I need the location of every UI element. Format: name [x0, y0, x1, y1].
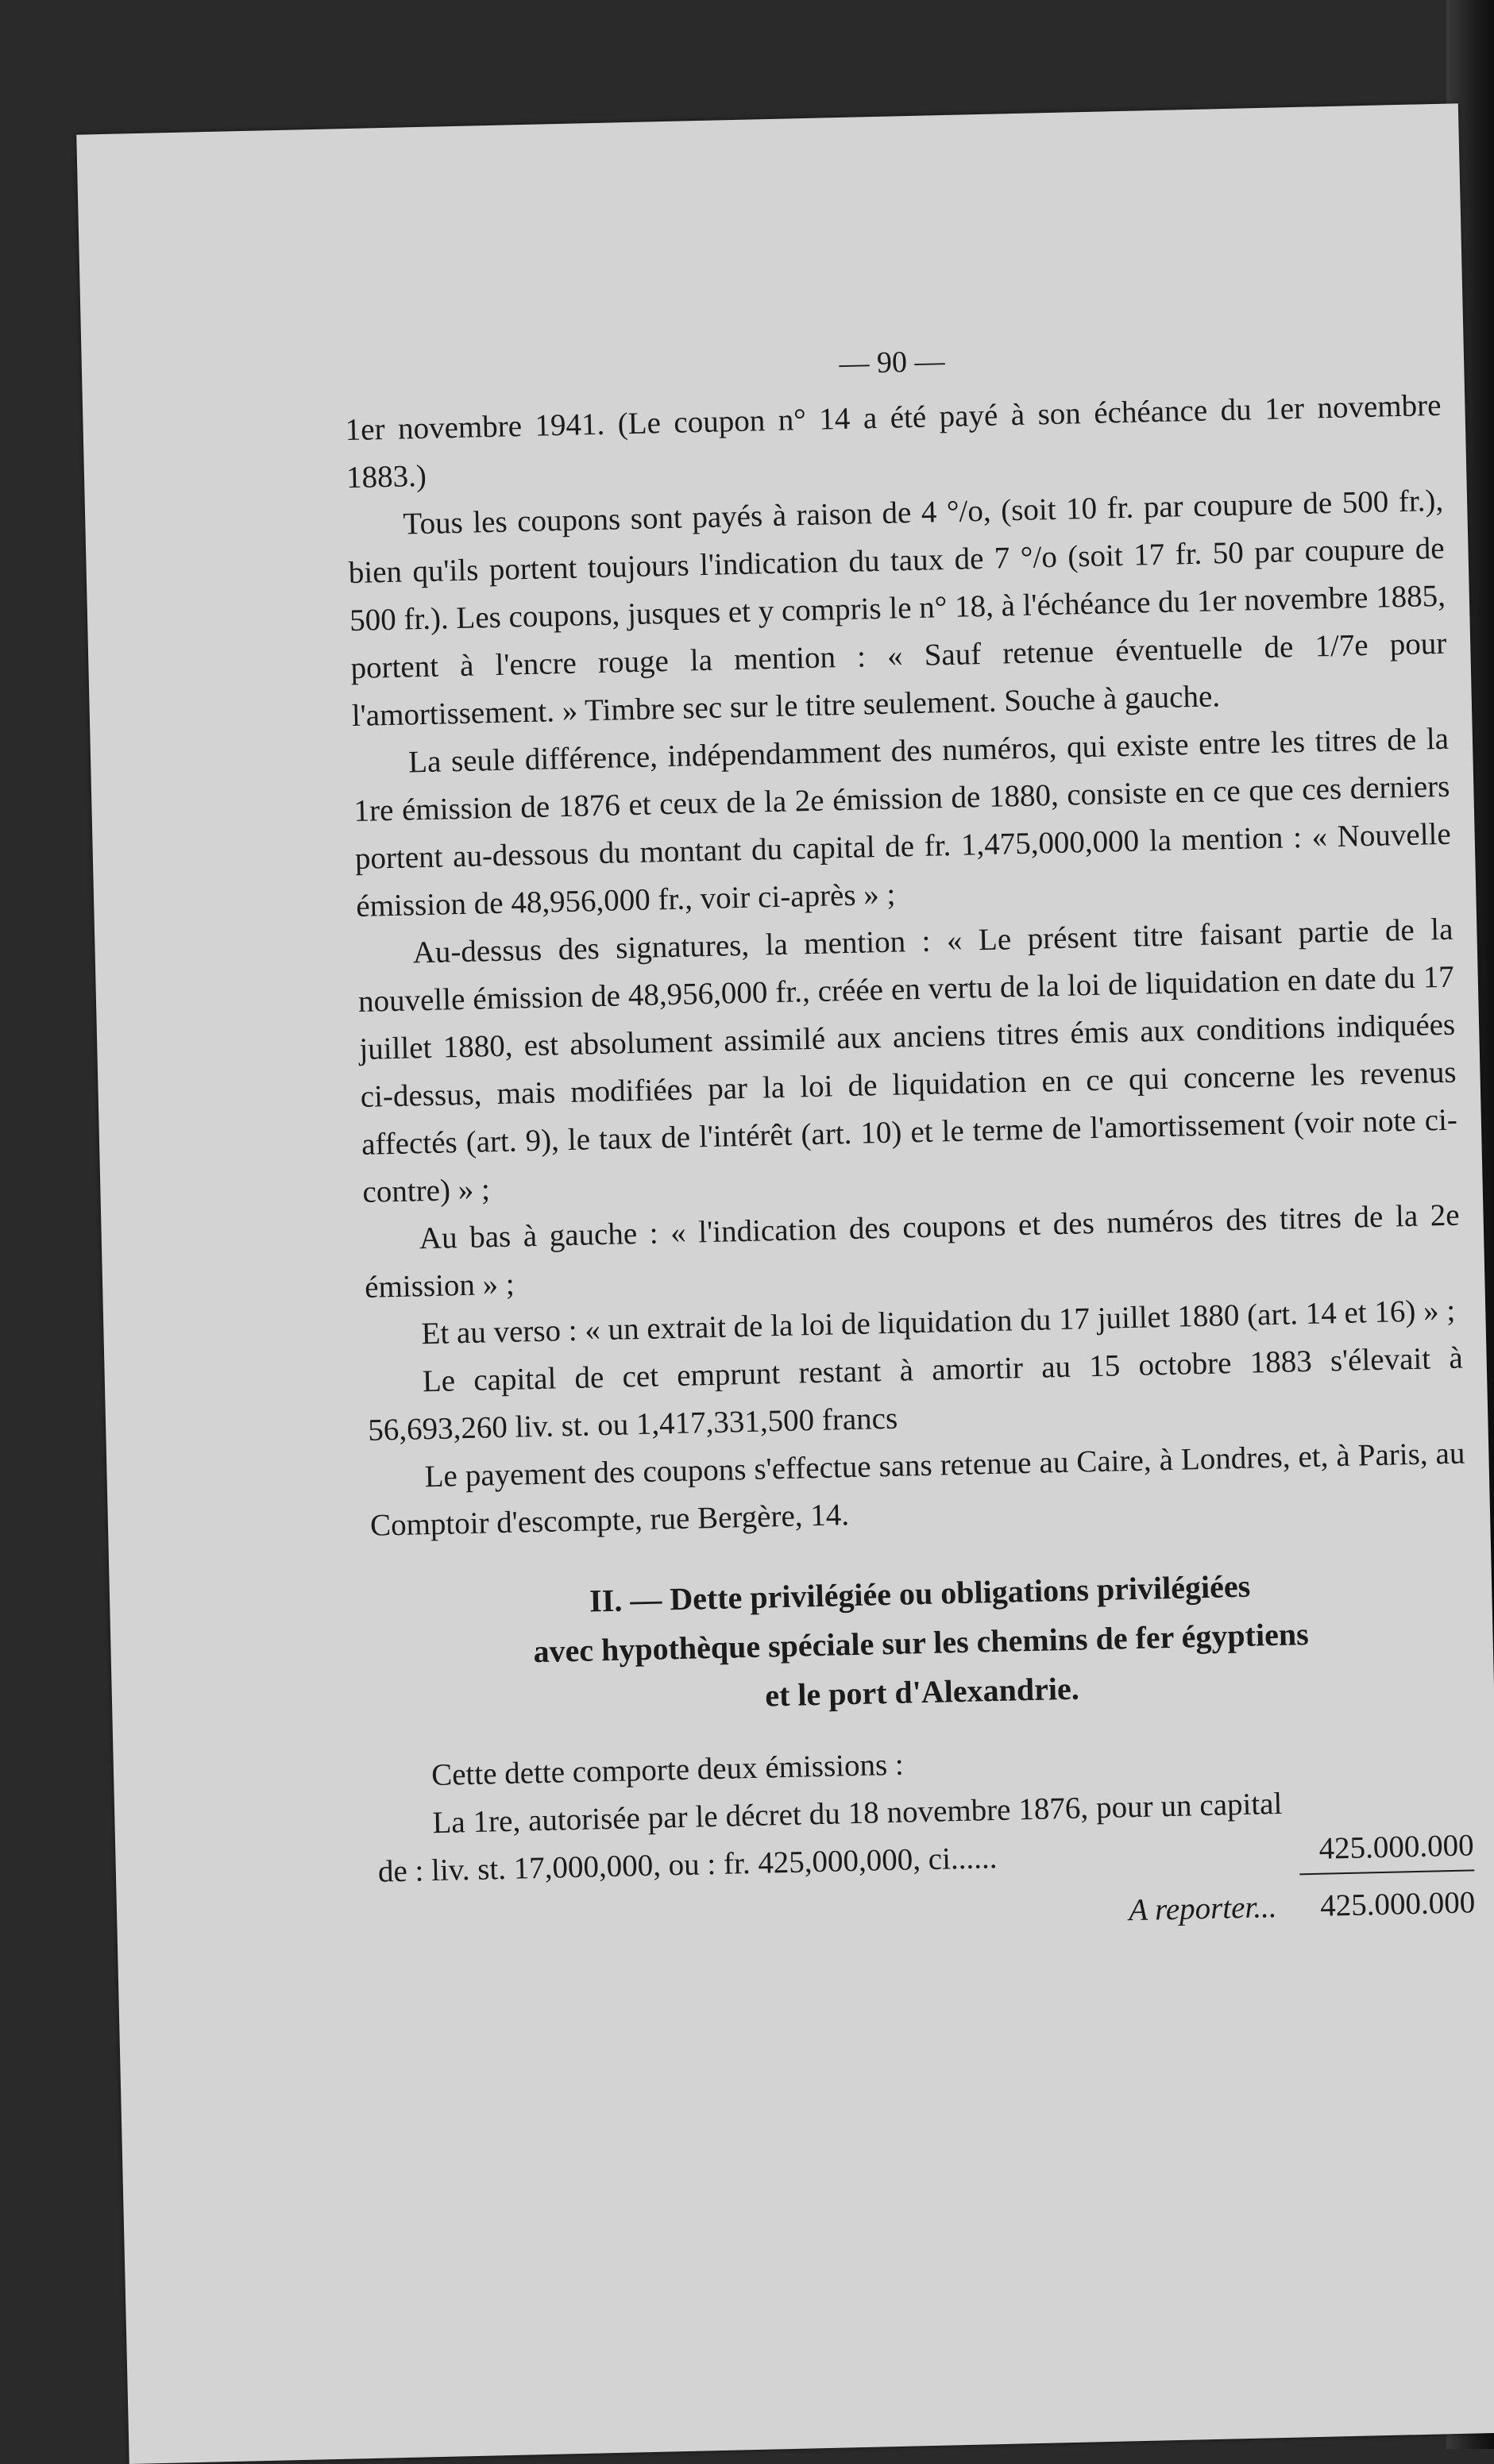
page-content [343, 326, 1475, 1952]
heading-line-1: II. — Dette privilégiée ou obligations privilégiées [589, 1567, 1251, 1619]
paragraph-3: La seule différence, indépendamment des numéros, qui existe entre les titres de la 1re émission de 1876 et ceux de la 2e émission de 1880, consiste en ce que ces derniers portent au-dessous du montant du capital de fr. 1,475,000,000 la mention : « Nouvelle émission de 48,956,000 fr., voir ci-après » ; [353, 721, 1452, 924]
paragraph-8: Le payement des coupons s'effectue sans retenue au Caire, à Londres, et, à Paris, au Comptoir d'escompte, rue Bergère, 14. [369, 1436, 1465, 1543]
paragraph-5: Au bas à gauche : « l'indication des coupons et des numéros des titres de la 2e émission » ; [364, 1197, 1461, 1305]
page-number: — 90 — [839, 345, 945, 381]
carry-forward-amount: 425.000.000 [1319, 1885, 1476, 1923]
entry-text: La 1re, autorisée par le décret du 18 novembre 1876, pour un capital de : liv. st. 17,000,000, ou : fr. 425,000,000, ci...... [377, 1786, 1283, 1889]
paragraph-7: Le capital de cet emprunt restant à amortir au 15 octobre 1883 s'élevait à 56,693,260 liv. st. ou 1,417,331,500 francs [367, 1340, 1464, 1448]
paragraph-1: 1er novembre 1941. (Le coupon n° 14 a été payé à son échéance du 1er novembre 1883.) [345, 388, 1442, 495]
section-heading [419, 1558, 1423, 1729]
paragraph-6: Et au verso : « un extrait de la loi de liquidation du 17 juillet 1880 (art. 14 et 16) » ; [421, 1293, 1456, 1352]
intro-paragraph: Cette dette comporte deux émissions : [430, 1747, 905, 1793]
paragraph-2: Tous les coupons sont payés à raison de 4 °/o, (soit 10 fr. par coupure de 500 fr.), bien qu'ils portent toujours l'indication du taux de 7 °/o (soit 17 fr. 50 par coupure de 500 fr.). Les coupons, jusques et y compris le n° 18, à l'échéance du 1er novembre 1885, portent à l'encre rouge la mention : « Sauf retenue éventuelle de 1/7e pour l'amortissement. » Timbre sec sur le titre seulement. Souche à gauche. [348, 483, 1447, 734]
paragraph-4: Au-dessus des signatures, la mention : « Le présent titre faisant partie de la nouvelle émission de 48,956,000 fr., créée en vertu de la loi de liquidation en date du 17 juillet 1880, est absolument assimilé aux anciens titres émis aux conditions indiquées ci-dessus, mais modifiées par la loi de liquidation en ce qui concerne les revenus affectés (art. 9), le taux de l'intérêt (art. 10) et le terme de l'amortissement (voir note ci-contre) » ; [357, 912, 1458, 1209]
entry-amount: 425.000.000 [1299, 1822, 1474, 1875]
heading-line-2: avec hypothèque spéciale sur les chemins de fer égyptiens [533, 1616, 1310, 1670]
carry-forward-label: A reporter... [1128, 1890, 1277, 1928]
heading-line-3: et le port d'Alexandrie. [764, 1670, 1080, 1714]
document-page [76, 103, 1494, 2464]
